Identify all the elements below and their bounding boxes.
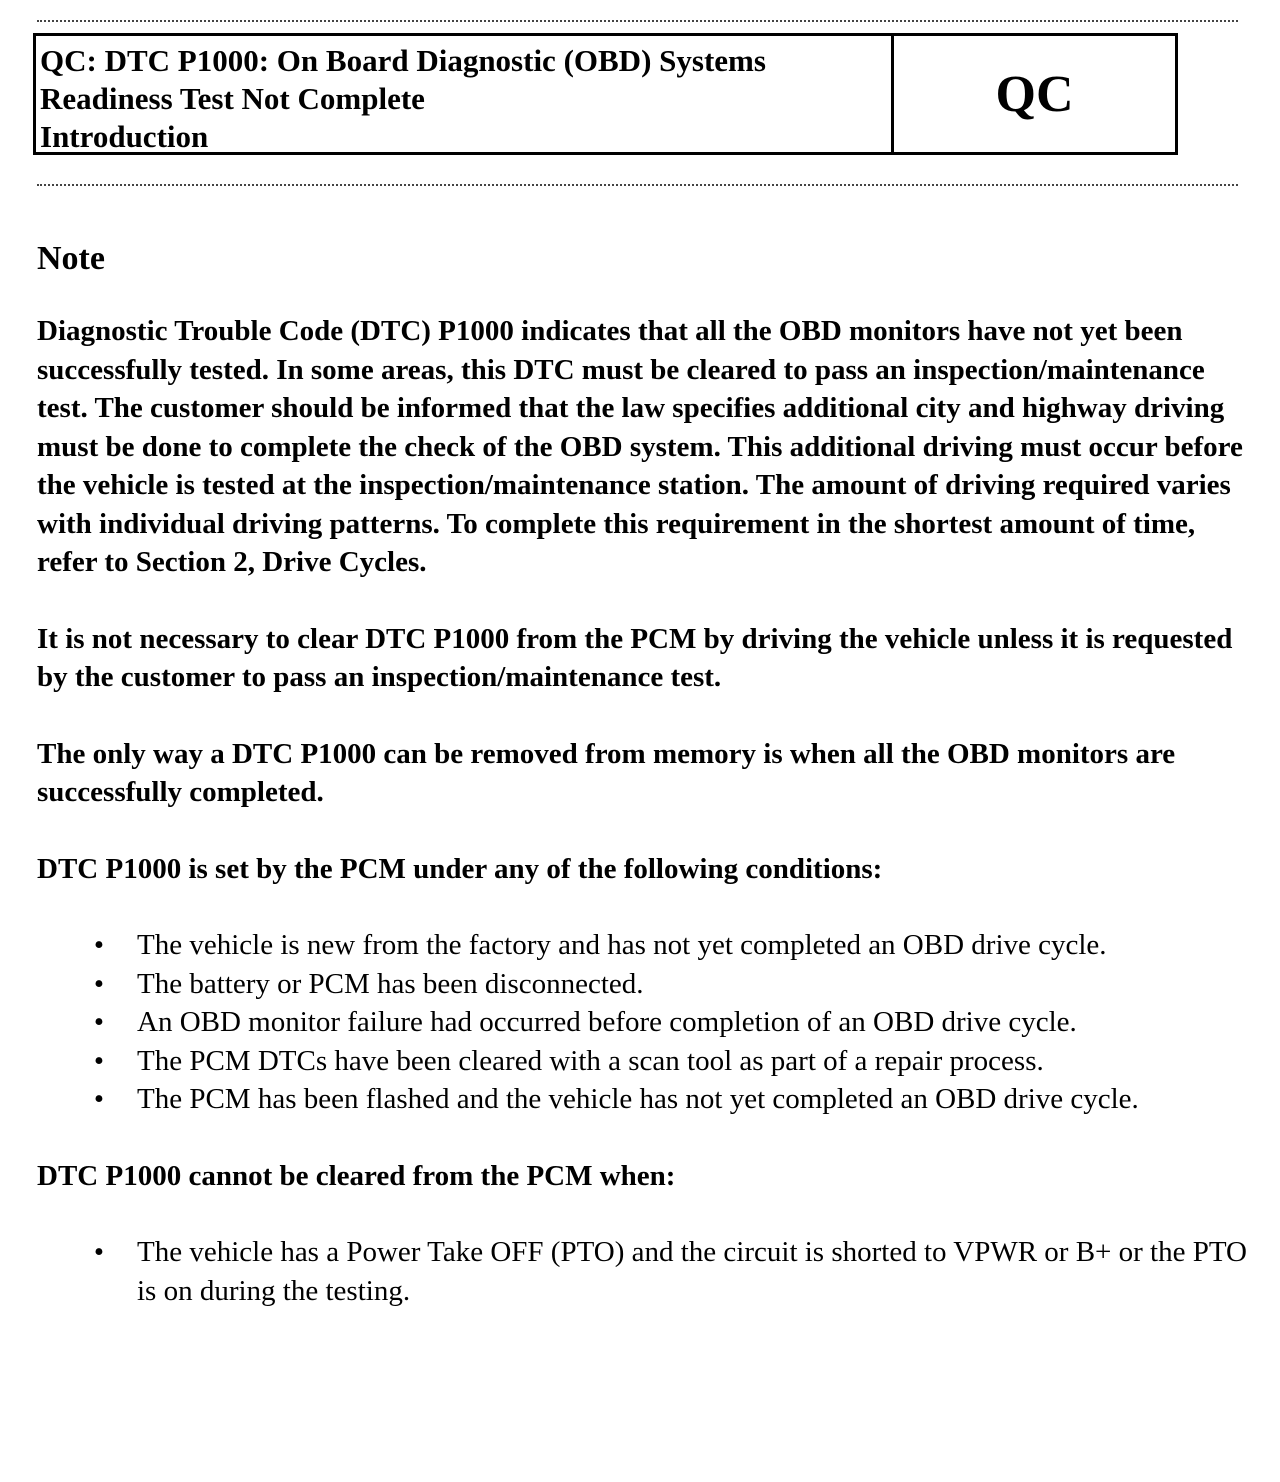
bullet-icon: •	[93, 1006, 105, 1038]
header-code: QC	[995, 65, 1074, 123]
note-paragraph: Diagnostic Trouble Code (DTC) P1000 indicates that all the OBD monitors have not yet been successfully tested. In some areas, this DTC must be cleared to pass an inspection/maintenance test. The customer should be informed that the law specifies additional city and highway driving must be done to complete the check of the OBD system. This additional driving must occur before the vehicle is tested at the inspection/maintenance station. The amount of driving required varies with individual driving patterns. To complete this requirement in the shortest amount of time, refer to Section 2, Drive Cycles.	[37, 315, 1243, 578]
bullet-icon: •	[93, 929, 105, 961]
bullet-icon: •	[93, 967, 105, 1000]
cannot-clear-list	[37, 1233, 1247, 1310]
list-item-text: The PCM has been flashed and the vehicle has not yet completed an OBD drive cycle.	[137, 1083, 1139, 1115]
list-item	[37, 965, 1247, 1004]
set-conditions-heading: DTC P1000 is set by the PCM under any of the following conditions:	[37, 852, 883, 885]
header-title-line: Readiness Test Not Complete	[40, 81, 425, 116]
list-item	[37, 1080, 1247, 1119]
note-paragraph: It is not necessary to clear DTC P1000 from the PCM by driving the vehicle unless it is requested by the customer to pass an inspection/maintenance test.	[37, 622, 1233, 693]
list-item	[37, 1233, 1247, 1310]
top-dotted-divider	[37, 20, 1238, 22]
bullet-icon: •	[93, 1044, 105, 1077]
header-box	[33, 33, 1178, 155]
list-item	[37, 1003, 1247, 1042]
list-item-text: An OBD monitor failure had occurred before completion of an OBD drive cycle.	[137, 1006, 1077, 1038]
header-title-line: QC: DTC P1000: On Board Diagnostic (OBD) Systems	[40, 43, 766, 78]
header-title-line: Introduction	[40, 119, 209, 154]
list-item-text: The battery or PCM has been disconnected.	[137, 967, 644, 1000]
list-item-text: The vehicle has a Power Take OFF (PTO) and the circuit is shorted to VPWR or B+ or the PTO is on during the testing.	[137, 1236, 1247, 1307]
bullet-icon: •	[93, 1083, 105, 1115]
list-item	[37, 926, 1247, 965]
note-paragraph: The only way a DTC P1000 can be removed from memory is when all the OBD monitors are successfully completed.	[37, 737, 1176, 808]
cannot-clear-heading: DTC P1000 cannot be cleared from the PCM when:	[37, 1159, 676, 1192]
bullet-icon: •	[93, 1236, 105, 1268]
list-item-text: The vehicle is new from the factory and has not yet completed an OBD drive cycle.	[137, 929, 1107, 961]
bottom-dotted-divider	[37, 184, 1238, 186]
header-title	[36, 36, 894, 152]
list-item-text: The PCM DTCs have been cleared with a scan tool as part of a repair process.	[137, 1044, 1044, 1077]
list-item	[37, 1042, 1247, 1081]
note-heading: Note	[37, 240, 105, 277]
set-conditions-list	[37, 926, 1247, 1119]
content-body	[37, 234, 1247, 1348]
